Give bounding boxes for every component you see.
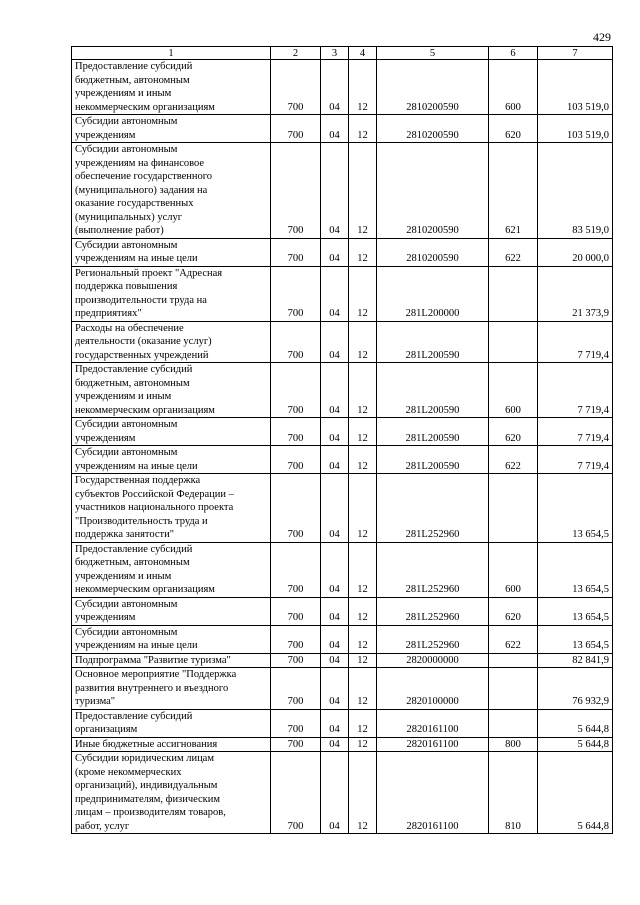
row-item: 12: [349, 446, 377, 474]
row-amount: 7 719,4: [538, 446, 613, 474]
row-amount: 5 644,8: [538, 709, 613, 737]
row-code: 281L252960: [377, 625, 489, 653]
row-subsection: 04: [321, 115, 349, 143]
row-amount: 7 719,4: [538, 363, 613, 418]
row-subsection: 04: [321, 653, 349, 668]
row-item: 12: [349, 363, 377, 418]
row-section: 700: [271, 446, 321, 474]
row-item: 12: [349, 668, 377, 710]
row-section: 700: [271, 143, 321, 239]
row-code: 2820161100: [377, 737, 489, 752]
table-row: [72, 625, 613, 653]
table-row: [72, 321, 613, 363]
row-code: 2820000000: [377, 653, 489, 668]
row-subsection: 04: [321, 474, 349, 543]
row-subsection: 04: [321, 625, 349, 653]
row-subsection: 04: [321, 238, 349, 266]
row-type: 622: [489, 238, 538, 266]
row-section: 700: [271, 418, 321, 446]
budget-table: [71, 46, 613, 834]
row-type: 622: [489, 625, 538, 653]
row-item: 12: [349, 737, 377, 752]
table-row: [72, 597, 613, 625]
row-amount: 7 719,4: [538, 321, 613, 363]
row-subsection: 04: [321, 60, 349, 115]
row-code: 2820100000: [377, 668, 489, 710]
row-item: 12: [349, 597, 377, 625]
row-section: 700: [271, 60, 321, 115]
row-code: 281L200000: [377, 266, 489, 321]
row-amount: 20 000,0: [538, 238, 613, 266]
row-name: Региональный проект "Адресная поддержка повышения производительности труда на предприятиях": [72, 266, 271, 321]
row-type: [489, 709, 538, 737]
row-code: 281L252960: [377, 597, 489, 625]
row-amount: 13 654,5: [538, 542, 613, 597]
row-type: 810: [489, 752, 538, 834]
row-item: 12: [349, 653, 377, 668]
row-name: Субсидии автономным учреждениям на финансовое обеспечение государственного (муниципального) задания на оказание государственных (муниципальных) услуг (выполнение работ): [72, 143, 271, 239]
row-type: 620: [489, 115, 538, 143]
row-code: 281L200590: [377, 418, 489, 446]
table-row: [72, 542, 613, 597]
row-type: 620: [489, 418, 538, 446]
row-type: [489, 668, 538, 710]
row-amount: 83 519,0: [538, 143, 613, 239]
header-cell: 6: [489, 47, 538, 60]
row-item: 12: [349, 143, 377, 239]
row-amount: 5 644,8: [538, 737, 613, 752]
row-subsection: 04: [321, 446, 349, 474]
row-item: 12: [349, 115, 377, 143]
row-code: 2810200590: [377, 238, 489, 266]
row-code: 2810200590: [377, 115, 489, 143]
row-item: 12: [349, 266, 377, 321]
row-code: 281L252960: [377, 542, 489, 597]
row-subsection: 04: [321, 266, 349, 321]
row-section: 700: [271, 668, 321, 710]
table-row: [72, 737, 613, 752]
row-section: 700: [271, 709, 321, 737]
row-amount: 13 654,5: [538, 597, 613, 625]
header-cell: 5: [377, 47, 489, 60]
row-section: 700: [271, 363, 321, 418]
table-row: [72, 446, 613, 474]
row-item: 12: [349, 752, 377, 834]
row-subsection: 04: [321, 668, 349, 710]
table-row: [72, 668, 613, 710]
row-name: Субсидии юридическим лицам (кроме некоммерческих организаций), индивидуальным предпринимателям, физическим лицам – производителям товаров, работ, услуг: [72, 752, 271, 834]
row-type: 600: [489, 542, 538, 597]
row-code: 281L200590: [377, 321, 489, 363]
row-subsection: 04: [321, 143, 349, 239]
table-row: [72, 752, 613, 834]
row-item: 12: [349, 474, 377, 543]
table-row: [72, 709, 613, 737]
row-section: 700: [271, 266, 321, 321]
header-cell: 4: [349, 47, 377, 60]
row-type: 600: [489, 60, 538, 115]
row-item: 12: [349, 418, 377, 446]
row-section: 700: [271, 542, 321, 597]
row-item: 12: [349, 321, 377, 363]
row-name: Субсидии автономным учреждениям на иные цели: [72, 625, 271, 653]
row-subsection: 04: [321, 321, 349, 363]
row-type: [489, 474, 538, 543]
row-name: Расходы на обеспечение деятельности (оказание услуг) государственных учреждений: [72, 321, 271, 363]
row-name: Субсидии автономным учреждениям: [72, 115, 271, 143]
row-amount: 5 644,8: [538, 752, 613, 834]
row-item: 12: [349, 709, 377, 737]
row-name: Предоставление субсидий бюджетным, автономным учреждениям и иным некоммерческим организациям: [72, 363, 271, 418]
row-amount: 13 654,5: [538, 625, 613, 653]
row-amount: 103 519,0: [538, 115, 613, 143]
row-code: 2810200590: [377, 143, 489, 239]
table-row: [72, 474, 613, 543]
row-code: 2810200590: [377, 60, 489, 115]
row-section: 700: [271, 625, 321, 653]
row-name: Субсидии автономным учреждениям: [72, 597, 271, 625]
row-section: 700: [271, 321, 321, 363]
row-section: 700: [271, 597, 321, 625]
row-name: Субсидии автономным учреждениям на иные цели: [72, 446, 271, 474]
row-section: 700: [271, 653, 321, 668]
header-cell: 1: [72, 47, 271, 60]
table-row: [72, 418, 613, 446]
row-name: Предоставление субсидий организациям: [72, 709, 271, 737]
row-subsection: 04: [321, 418, 349, 446]
row-type: [489, 653, 538, 668]
row-type: 621: [489, 143, 538, 239]
row-amount: 103 519,0: [538, 60, 613, 115]
table-row: [72, 115, 613, 143]
row-amount: 13 654,5: [538, 474, 613, 543]
row-name: Иные бюджетные ассигнования: [72, 737, 271, 752]
table-row: [72, 653, 613, 668]
row-section: 700: [271, 737, 321, 752]
row-item: 12: [349, 625, 377, 653]
row-name: Государственная поддержка субъектов Российской Федерации – участников национального проекта "Производительность труда и поддержка занятости": [72, 474, 271, 543]
header-cell: 3: [321, 47, 349, 60]
table-row: [72, 266, 613, 321]
table-row: [72, 143, 613, 239]
row-amount: 76 932,9: [538, 668, 613, 710]
row-subsection: 04: [321, 363, 349, 418]
row-amount: 7 719,4: [538, 418, 613, 446]
row-name: Подпрограмма "Развитие туризма": [72, 653, 271, 668]
row-type: 800: [489, 737, 538, 752]
row-subsection: 04: [321, 597, 349, 625]
row-name: Основное мероприятие "Поддержка развития внутреннего и въездного туризма": [72, 668, 271, 710]
row-section: 700: [271, 474, 321, 543]
row-code: 281L200590: [377, 363, 489, 418]
row-item: 12: [349, 238, 377, 266]
row-section: 700: [271, 752, 321, 834]
row-subsection: 04: [321, 709, 349, 737]
row-code: 281L252960: [377, 474, 489, 543]
row-code: 281L200590: [377, 446, 489, 474]
table-row: [72, 60, 613, 115]
row-section: 700: [271, 115, 321, 143]
row-name: Предоставление субсидий бюджетным, автономным учреждениям и иным некоммерческим организациям: [72, 60, 271, 115]
row-amount: 21 373,9: [538, 266, 613, 321]
table-row: [72, 363, 613, 418]
row-type: [489, 321, 538, 363]
row-type: 622: [489, 446, 538, 474]
row-item: 12: [349, 60, 377, 115]
row-code: 2820161100: [377, 752, 489, 834]
row-type: [489, 266, 538, 321]
row-subsection: 04: [321, 737, 349, 752]
row-name: Предоставление субсидий бюджетным, автономным учреждениям и иным некоммерческим организациям: [72, 542, 271, 597]
row-section: 700: [271, 238, 321, 266]
row-subsection: 04: [321, 542, 349, 597]
header-cell: 7: [538, 47, 613, 60]
row-item: 12: [349, 542, 377, 597]
header-row: [72, 47, 613, 60]
row-code: 2820161100: [377, 709, 489, 737]
row-name: Субсидии автономным учреждениям на иные цели: [72, 238, 271, 266]
table-row: [72, 238, 613, 266]
row-type: 620: [489, 597, 538, 625]
row-amount: 82 841,9: [538, 653, 613, 668]
page-number: 429: [593, 30, 611, 44]
row-subsection: 04: [321, 752, 349, 834]
row-name: Субсидии автономным учреждениям: [72, 418, 271, 446]
header-cell: 2: [271, 47, 321, 60]
row-type: 600: [489, 363, 538, 418]
